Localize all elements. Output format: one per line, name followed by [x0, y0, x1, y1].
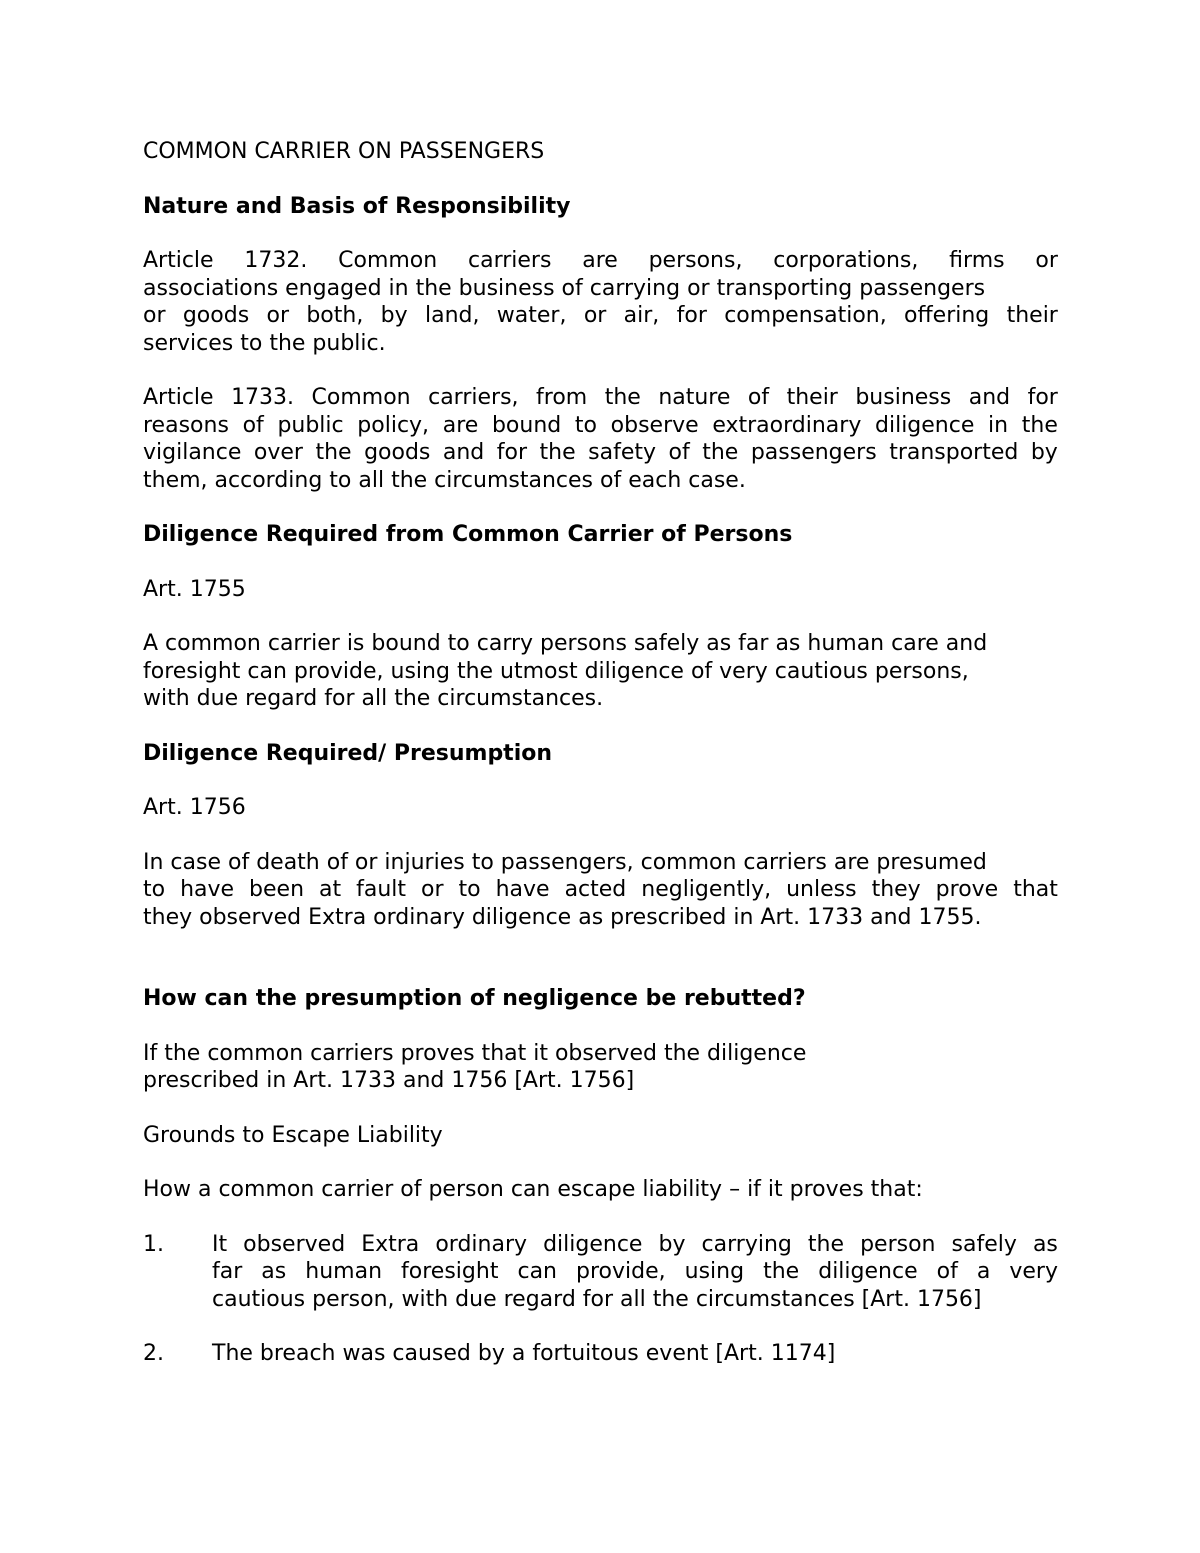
word: both, — [306, 303, 364, 328]
word: passengers — [750, 440, 877, 465]
word: or — [266, 303, 289, 328]
justified-line — [143, 247, 1058, 275]
word: or — [143, 303, 166, 328]
word: Common — [311, 385, 411, 410]
spacer — [143, 220, 1058, 247]
spacer — [143, 1204, 1058, 1231]
word: observed — [243, 1231, 346, 1257]
spacer — [143, 931, 1058, 985]
word: their — [786, 385, 838, 410]
text-line: associations engaged in the business of carrying or transporting passengers — [143, 275, 986, 301]
word: observe — [610, 412, 699, 438]
word: safely — [951, 1231, 1017, 1257]
spacer — [143, 494, 1058, 521]
word: by — [1030, 440, 1058, 465]
word: of — [747, 385, 770, 410]
word: have — [180, 877, 235, 902]
word: over — [253, 440, 303, 465]
justified-line — [143, 439, 1058, 467]
word: to — [574, 412, 597, 438]
list-item — [143, 1340, 1058, 1368]
word: diligence — [818, 1259, 918, 1284]
text-line: prescribed in Art. 1733 and 1756 [Art. 1756] — [143, 1068, 635, 1093]
word: the — [1021, 412, 1058, 438]
text-line: them, according to all the circumstances of each case. — [143, 467, 746, 493]
text-line: they observed Extra ordinary diligence as prescribed in Art. 1733 and 1755. — [143, 904, 982, 930]
word: acted — [564, 877, 627, 902]
document-title: COMMON CARRIER ON PASSENGERS — [143, 139, 545, 164]
article-label-1756: Art. 1756 — [143, 795, 246, 820]
word: from — [536, 385, 588, 410]
word: of — [242, 412, 264, 438]
word: carriers — [468, 248, 552, 273]
paragraph-article-1733 — [143, 384, 1058, 494]
word: water, — [496, 303, 567, 328]
word: the — [315, 440, 352, 465]
word: ordinary — [435, 1231, 528, 1257]
word: human — [305, 1259, 383, 1284]
word: for — [676, 303, 707, 328]
word: persons, — [648, 248, 743, 273]
list-number: 1. — [143, 1231, 164, 1257]
word: Common — [338, 248, 438, 273]
word: the — [702, 440, 739, 465]
word: extraordinary — [712, 412, 862, 438]
word: goods — [182, 303, 250, 328]
word: land, — [424, 303, 480, 328]
word: Extra — [361, 1231, 420, 1257]
word: bound — [491, 412, 562, 438]
heading-grounds-escape: Grounds to Escape Liability — [143, 1122, 443, 1148]
word: the — [763, 1259, 800, 1284]
word: prove — [935, 877, 999, 902]
justified-line — [143, 876, 1058, 904]
word: vigilance — [143, 440, 242, 465]
justified-line — [143, 384, 1058, 412]
spacer — [143, 357, 1058, 384]
word: diligence — [875, 412, 975, 438]
text-line: services to the public. — [143, 330, 386, 356]
word: transported — [889, 440, 1019, 465]
word: firms — [949, 248, 1005, 273]
word: for — [1027, 385, 1058, 410]
word: corporations, — [773, 248, 919, 273]
heading-nature-basis: Nature and Basis of Responsibility — [143, 193, 571, 219]
word: for — [496, 440, 528, 465]
word: air, — [623, 303, 660, 328]
word: as — [261, 1259, 287, 1284]
word: safety — [588, 440, 656, 465]
word: at — [319, 877, 342, 902]
word: nature — [658, 385, 731, 410]
paragraph-article-1756 — [143, 849, 1058, 932]
word: provide, — [576, 1259, 666, 1284]
text-line: The breach was caused by a fortuitous event [Art. 1174] — [212, 1341, 836, 1366]
word: policy, — [357, 412, 430, 438]
word: to — [458, 877, 481, 902]
spacer — [143, 603, 1058, 630]
word: using — [684, 1259, 745, 1284]
word: are — [442, 412, 479, 438]
word: compensation, — [724, 303, 887, 328]
paragraph-rebuttal — [143, 1040, 1058, 1095]
word: reasons — [143, 412, 229, 438]
word: in — [988, 412, 1009, 438]
word: It — [212, 1231, 228, 1257]
word: very — [1009, 1259, 1058, 1284]
text-line: cautious person, with due regard for all the circumstances [Art. 1756] — [212, 1286, 982, 1312]
word: or — [421, 877, 444, 902]
justified-line — [212, 1231, 1058, 1259]
word: the — [539, 440, 576, 465]
word: negligently, — [641, 877, 772, 902]
spacer — [143, 713, 1058, 740]
word: to — [143, 877, 166, 902]
word: carriers, — [428, 385, 519, 410]
word: diligence — [543, 1231, 643, 1257]
spacer — [143, 1095, 1058, 1122]
word: offering — [904, 303, 990, 328]
word: unless — [786, 877, 857, 902]
text-line: If the common carriers proves that it observed the diligence — [143, 1040, 807, 1066]
text-line: foresight can provide, using the utmost diligence of very cautious persons, — [143, 658, 969, 684]
word: or — [1035, 248, 1058, 273]
spacer — [143, 166, 1058, 193]
word: business — [855, 385, 952, 410]
spacer — [143, 1313, 1058, 1340]
word: that — [1013, 877, 1058, 902]
word: or — [583, 303, 607, 328]
word: fault — [356, 877, 407, 902]
word: Article — [143, 385, 214, 410]
word: by — [380, 303, 408, 328]
word: the — [604, 385, 641, 410]
word: been — [249, 877, 305, 902]
word: can — [517, 1259, 557, 1284]
heading-diligence-required: Diligence Required from Common Carrier of Persons — [143, 522, 793, 547]
spacer — [143, 767, 1058, 794]
heading-rebuttal-question: How can the presumption of negligence be rebutted? — [143, 986, 806, 1011]
text-line: A common carrier is bound to carry persons safely as far as human care and — [143, 631, 988, 656]
spacer — [143, 549, 1058, 576]
text-line: In case of death of or injuries to passengers, common carriers are presumed — [143, 849, 987, 875]
word: by — [658, 1231, 686, 1257]
justified-line — [143, 412, 1058, 440]
list-number: 2. — [143, 1341, 164, 1366]
word: 1733. — [231, 385, 295, 410]
word: have — [495, 877, 550, 902]
justified-line — [212, 1258, 1058, 1286]
word: are — [582, 248, 618, 273]
word: Article — [143, 248, 214, 273]
spacer — [143, 1013, 1058, 1040]
heading-presumption: Diligence Required/ Presumption — [143, 740, 553, 766]
word: the — [807, 1231, 845, 1257]
text-line: with due regard for all the circumstances. — [143, 686, 604, 711]
word: and — [968, 385, 1011, 410]
justified-line — [143, 302, 1058, 330]
spacer — [143, 822, 1058, 849]
escape-intro: How a common carrier of person can escape liability – if it proves that: — [143, 1177, 923, 1202]
spacer — [143, 1149, 1058, 1176]
list-item — [143, 1231, 1058, 1314]
word: of — [936, 1259, 958, 1284]
word: 1732. — [244, 248, 308, 273]
word: goods — [364, 440, 431, 465]
word: a — [976, 1259, 991, 1284]
word: public — [277, 412, 344, 438]
word: far — [212, 1259, 243, 1284]
word: of — [668, 440, 690, 465]
word: their — [1006, 303, 1058, 328]
word: and — [442, 440, 485, 465]
word: carrying — [701, 1231, 792, 1257]
word: they — [871, 877, 921, 902]
word: person — [860, 1231, 936, 1257]
word: as — [1032, 1231, 1058, 1257]
article-label-1755: Art. 1755 — [143, 576, 246, 602]
paragraph-article-1732 — [143, 247, 1058, 357]
word: foresight — [401, 1259, 499, 1284]
document-page — [143, 138, 1058, 1368]
paragraph-article-1755 — [143, 630, 1058, 713]
